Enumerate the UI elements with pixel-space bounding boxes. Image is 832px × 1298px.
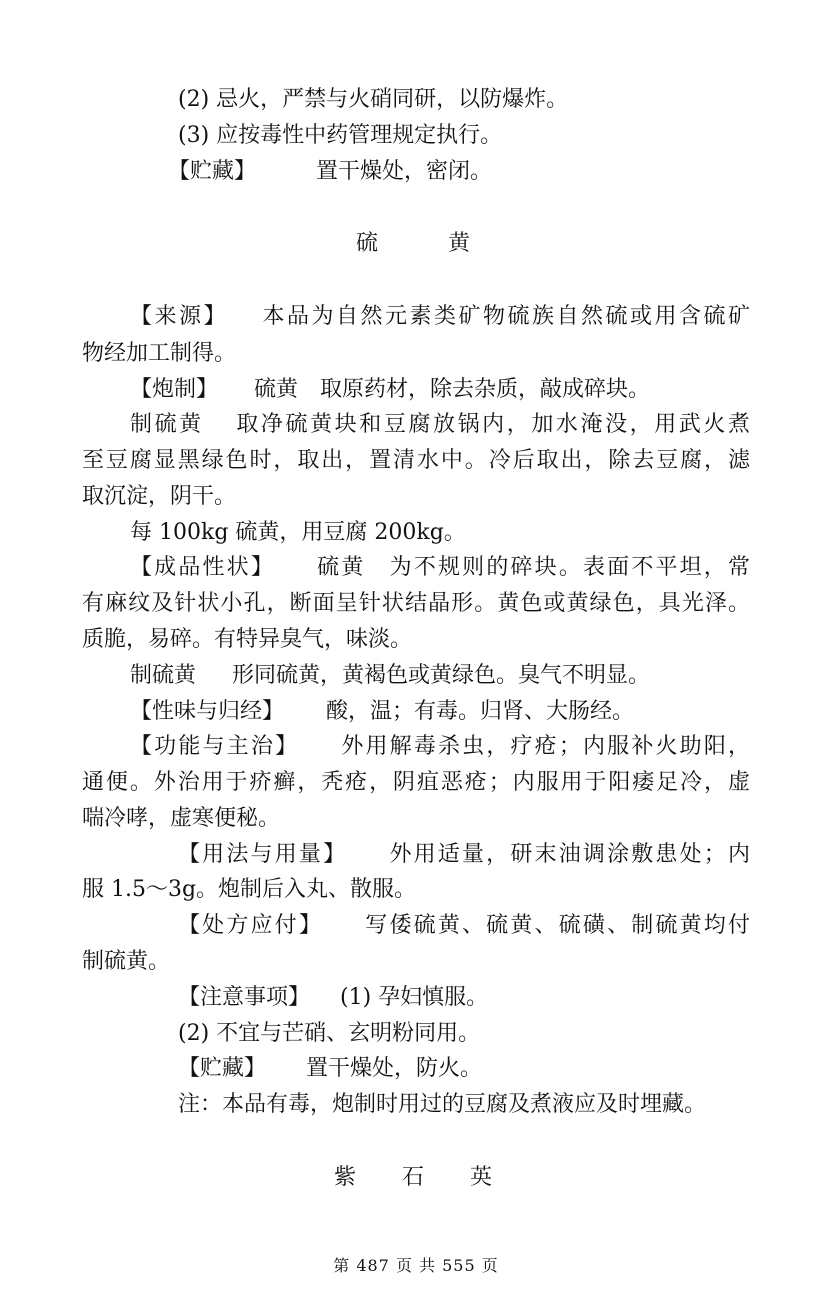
- section-text: 取净硫黄块和豆腐放锅内，加水淹没，用武火煮: [233, 412, 750, 437]
- storage-line: [178, 1054, 482, 1084]
- section-text: 外用解毒杀虫，疗疮；内服补火助阳，: [339, 734, 750, 759]
- section-text: 本品为自然元素类矿物硫族自然硫或用含硫矿: [260, 304, 750, 329]
- section-text: 写倭硫黄、硫黄、硫磺、制硫黄均付: [363, 913, 750, 938]
- product-prep-line: [130, 661, 650, 691]
- note-line: 注：本品有毒，炮制时用过的豆腐及煮液应及时埋藏。: [178, 1092, 707, 1117]
- prep-name: 制硫黄: [130, 412, 204, 437]
- section-text: (1) 孕妇慎服。: [340, 985, 489, 1010]
- section-label: 【功能与主治】: [130, 734, 300, 759]
- caution-item-2: (2) 忌火，严禁与火硝同研，以防爆炸。: [178, 87, 569, 112]
- function-line-3: 喘冷哮，虚寒便秘。: [82, 806, 281, 831]
- product-line-1: [130, 553, 750, 583]
- prep-line-2: 至豆腐显黑绿色时，取出，置清水中。冷后取出，除去豆腐，滤: [82, 448, 750, 473]
- section-text: 硫黄 取原药材，除去杂质，敲成碎块。: [254, 377, 651, 402]
- section-text: 外用适量，研末油调涂敷患处；内: [387, 842, 750, 867]
- nature-line: [130, 697, 634, 727]
- usage-line-1: [178, 840, 750, 870]
- section-label: 【成品性状】: [130, 555, 275, 580]
- section-label: 【贮藏】: [168, 159, 257, 184]
- section-text: 置干燥处，防火。: [306, 1056, 483, 1081]
- section-text: 置干燥处，密闭。: [316, 159, 493, 184]
- ratio-line: 每 100kg 硫黄，用豆腐 200kg。: [130, 520, 466, 545]
- process-line: [130, 375, 650, 405]
- function-line-2: 通便。外治用于疥癣，秃疮，阴疽恶疮；内服用于阳痿足冷，虚: [82, 770, 750, 795]
- section-label: 【性味与归经】: [130, 699, 285, 724]
- source-line-2: 物经加工制得。: [82, 341, 237, 366]
- section-label: 【用法与用量】: [178, 842, 348, 867]
- rx-line-1: [178, 911, 750, 941]
- caution-item-2: (2) 不宜与芒硝、玄明粉同用。: [178, 1021, 481, 1046]
- section-label: 【处方应付】: [178, 913, 324, 938]
- section-label: 【炮制】: [130, 377, 219, 402]
- function-line-1: [130, 732, 750, 762]
- section-label: 【来源】: [130, 304, 228, 329]
- caution-item-3: (3) 应按毒性中药管理规定执行。: [178, 123, 503, 148]
- page-footer: 第 487 页 共 555 页: [333, 1256, 499, 1275]
- product-line-2: 有麻纹及针状小孔，断面呈针状结晶形。黄色或黄绿色，具光泽。: [82, 591, 750, 616]
- entry-title: 硫 黄: [355, 231, 477, 256]
- source-line-1: [130, 302, 750, 332]
- section-label: 【贮藏】: [178, 1056, 267, 1081]
- section-text: 硫黄 为不规则的碎块。表面不平坦，常: [315, 555, 750, 580]
- rx-line-2: 制硫黄。: [82, 949, 171, 974]
- next-entry-title: 紫 石 英: [333, 1165, 499, 1190]
- section-text: 形同硫黄，黄褐色或黄绿色。臭气不明显。: [232, 663, 651, 688]
- product-line-3: 质脆，易碎。有特异臭气，味淡。: [82, 627, 413, 652]
- prep-line-1: [130, 410, 750, 440]
- storage-line: [168, 157, 492, 187]
- section-text: 酸，温；有毒。归肾、大肠经。: [326, 699, 635, 724]
- section-label: 【注意事项】: [178, 985, 311, 1010]
- prep-name: 制硫黄: [130, 663, 197, 688]
- caution-line: [178, 983, 488, 1013]
- usage-line-2: 服 1.5～3g。炮制后入丸、散服。: [82, 877, 417, 902]
- prep-line-3: 取沉淀，阴干。: [82, 484, 237, 509]
